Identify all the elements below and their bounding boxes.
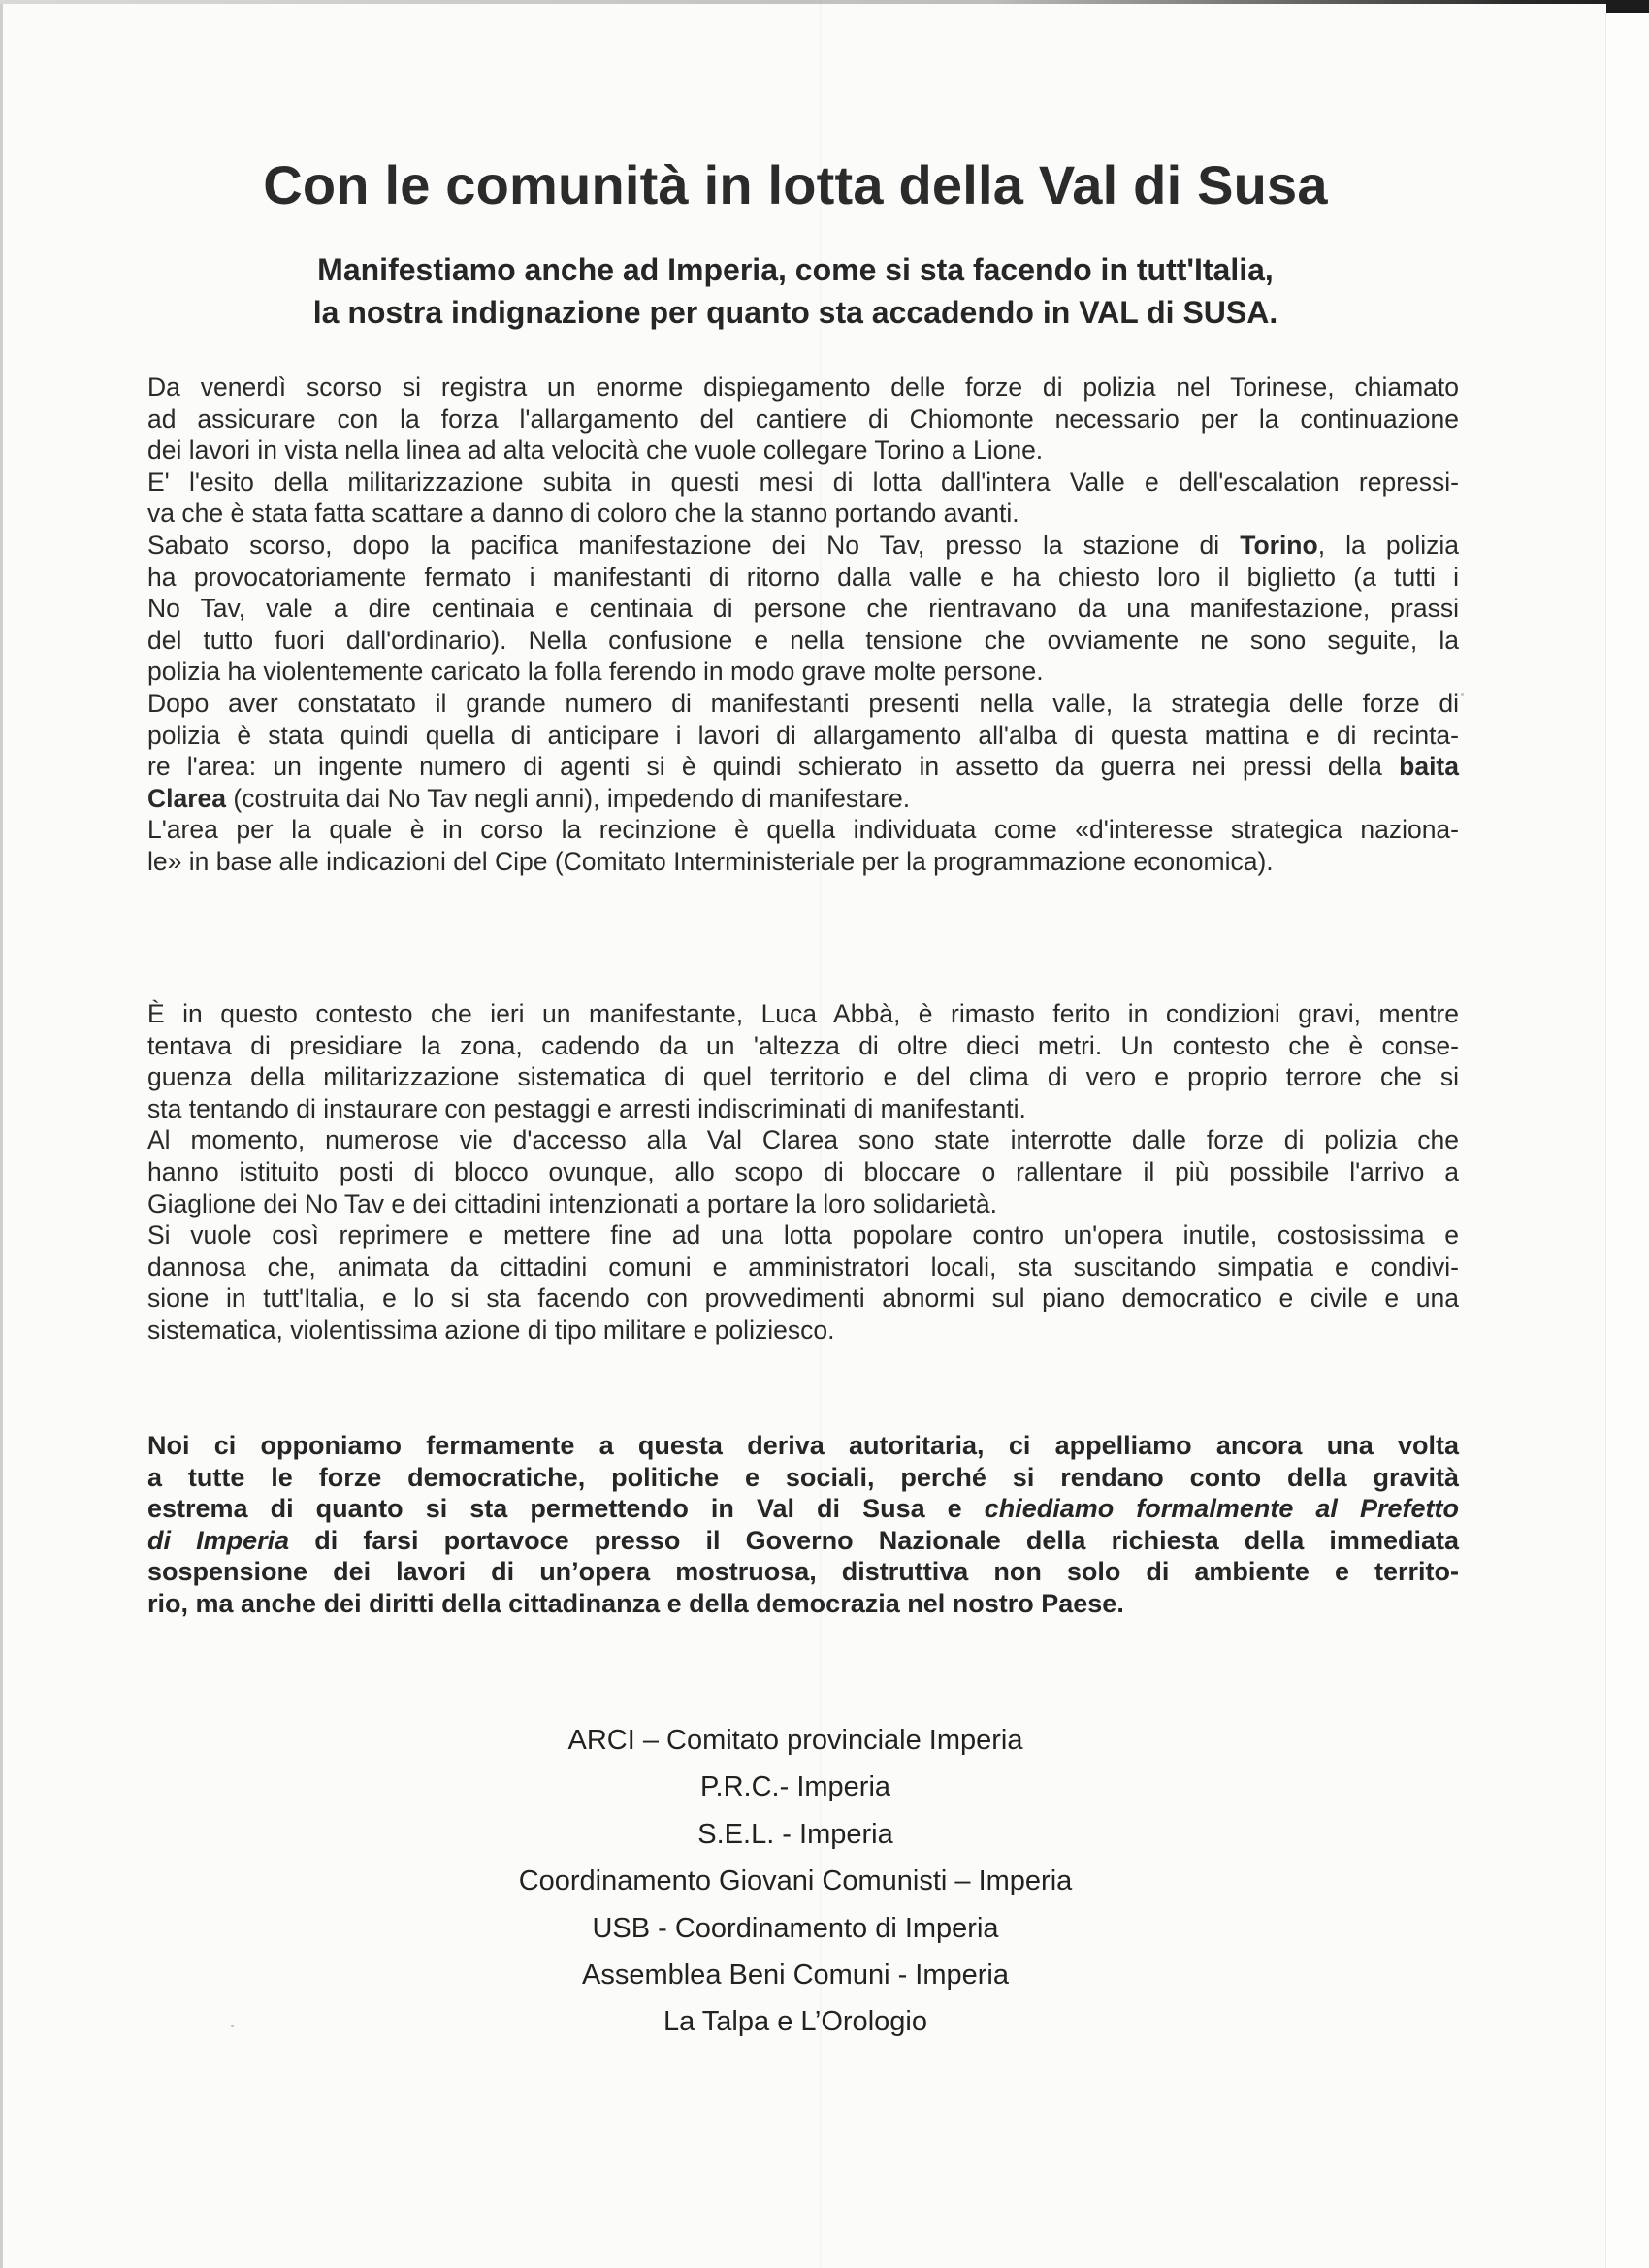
scan-edge-right bbox=[1605, 13, 1649, 2268]
signatory: La Talpa e L’Orologio bbox=[663, 2006, 927, 2038]
body-line bbox=[147, 751, 1459, 783]
body-line bbox=[147, 530, 1459, 562]
closing-line: rio, ma anche dei diritti della cittadinanza e della democrazia nel nostro Paese. bbox=[147, 1588, 1124, 1618]
signatory: S.E.L. - Imperia bbox=[697, 1818, 893, 1850]
closing-text-run: di farsi portavoce presso il Governo Nazionale della richiesta della immediata bbox=[289, 1525, 1459, 1555]
body-line bbox=[147, 783, 1459, 815]
body-line: E' l'esito della militarizzazione subita in questi mesi di lotta dall'intera Valle e dell'escalation repressi- bbox=[147, 467, 1459, 497]
emphasis-torino: Torino bbox=[1240, 530, 1318, 560]
body-line: dei lavori in vista nella linea ad alta velocità che vuole collegare Torino a Lione. bbox=[147, 436, 1044, 466]
body-text-run: Sabato scorso, dopo la pacifica manifestazione dei No Tav, presso la stazione di bbox=[147, 530, 1241, 560]
scan-edge-top bbox=[0, 0, 1649, 4]
body-line: tentava di presidiare la zona, cadendo da un 'altezza di oltre dieci metri. Un contesto che è conse- bbox=[147, 1030, 1459, 1060]
document-title: Con le comunità in lotta della Val di Susa bbox=[263, 154, 1328, 215]
signatory: Assemblea Beni Comuni - Imperia bbox=[581, 1960, 1009, 1992]
body-text-run: , la polizia bbox=[1317, 530, 1459, 560]
signatory: USB - Coordinamento di Imperia bbox=[592, 1912, 999, 1944]
body-line: Giaglione dei No Tav e dei cittadini intenzionati a portare la loro solidarietà. bbox=[147, 1188, 998, 1218]
emphasis-baita: baita bbox=[1399, 752, 1459, 782]
body-line: sione in tutt'Italia, e lo si sta facendo con provvedimenti abnormi sul piano democratico e civile e una bbox=[147, 1283, 1459, 1313]
body-line: No Tav, vale a dire centinaia e centinaia di persone che rientravano da una manifestazione, prassi bbox=[147, 594, 1459, 624]
body-line: ha provocatoriamente fermato i manifestanti di ritorno dalla valle e ha chiesto loro il biglietto (a tutti i bbox=[147, 562, 1459, 592]
body-line: sta tentando di instaurare con pestaggi e arresti indiscriminati di manifestanti. bbox=[147, 1093, 1026, 1123]
body-line: Si vuole così reprimere e mettere fine ad una lotta popolare contro un'opera inutile, costosissima e bbox=[147, 1220, 1459, 1250]
subtitle-line: la nostra indignazione per quanto sta accadendo in VAL di SUSA. bbox=[312, 295, 1278, 330]
document-subtitle bbox=[0, 248, 1591, 334]
body-line: hanno istituito posti di blocco ovunque, allo scopo di bloccare o rallentare il più possibile l'arrivo a bbox=[147, 1156, 1459, 1186]
subtitle-line: Manifestiamo anche ad Imperia, come si sta facendo in tutt'Italia, bbox=[317, 252, 1274, 287]
signatories-list bbox=[0, 1717, 1591, 2046]
closing-line: sospensione dei lavori di un’opera mostruosa, distruttiva non solo di ambiente e territo- bbox=[147, 1557, 1459, 1587]
closing-line bbox=[147, 1525, 1459, 1557]
body-paragraph-group-2 bbox=[147, 998, 1459, 1346]
closing-line: Noi ci opponiamo fermamente a questa deriva autoritaria, ci appelliamo ancora una volta bbox=[147, 1431, 1459, 1460]
emphasis-di-imperia: di Imperia bbox=[147, 1525, 290, 1555]
signatory: Coordinamento Giovani Comunisti – Imperia bbox=[518, 1865, 1073, 1897]
closing-statement bbox=[147, 1430, 1459, 1620]
emphasis-prefetto-request: chiediamo formalmente al Prefetto bbox=[984, 1494, 1459, 1524]
body-line: guenza della militarizzazione sistematica di quel territorio e del clima di vero e proprio terrore che si bbox=[147, 1062, 1459, 1092]
body-text-run: (costruita dai No Tav negli anni), impedendo di manifestare. bbox=[226, 783, 911, 813]
body-line: Dopo aver constatato il grande numero di manifestanti presenti nella valle, la strategia delle forze di bbox=[147, 688, 1459, 718]
signatory: ARCI – Comitato provinciale Imperia bbox=[567, 1725, 1023, 1756]
scan-speck bbox=[1461, 693, 1464, 696]
body-text-run: re l'area: un ingente numero di agenti si è quindi schierato in assetto da guerra nei pressi della bbox=[147, 752, 1400, 782]
body-line: le» in base alle indicazioni del Cipe (Comitato Interministeriale per la programmazione economica). bbox=[147, 846, 1274, 876]
body-line: L'area per la quale è in corso la recinzione è quella individuata come «d'interesse strategica naziona- bbox=[147, 815, 1459, 845]
body-line: dannosa che, animata da cittadini comuni e amministratori locali, sta suscitando simpatia e condivi- bbox=[147, 1251, 1459, 1281]
closing-text-run: estrema di quanto si sta permettendo in Val di Susa e bbox=[147, 1494, 985, 1524]
body-line: del tutto fuori dall'ordinario). Nella confusione e nella tensione che ovviamente ne sono seguite, la bbox=[147, 625, 1459, 655]
signatory: P.R.C.- Imperia bbox=[699, 1771, 891, 1803]
closing-line bbox=[147, 1493, 1459, 1525]
body-line: polizia ha violentemente caricato la folla ferendo in modo grave molte persone. bbox=[147, 657, 1044, 687]
body-line: va che è stata fatta scattare a danno di coloro che la stanno portando avanti. bbox=[147, 499, 1019, 529]
body-line: ad assicurare con la forza l'allargamento del cantiere di Chiomonte necessario per la continuazione bbox=[147, 404, 1459, 434]
body-line: sistematica, violentissima azione di tipo militare e poliziesco. bbox=[147, 1314, 835, 1345]
body-line: Al momento, numerose vie d'accesso alla Val Clarea sono state interrotte dalle forze di polizia che bbox=[147, 1125, 1459, 1155]
closing-line: a tutte le forze democratiche, politiche e sociali, perché si rendano conto della gravità bbox=[147, 1462, 1459, 1492]
body-paragraph-group-1 bbox=[147, 372, 1459, 878]
scan-corner-shadow bbox=[1606, 0, 1649, 13]
body-line: È in questo contesto che ieri un manifestante, Luca Abbà, è rimasto ferito in condizioni gravi, mentre bbox=[147, 999, 1459, 1028]
body-line: polizia è stata quindi quella di anticipare i lavori di allargamento all'alba di questa mattina e di recinta- bbox=[147, 720, 1459, 750]
body-line: Da venerdì scorso si registra un enorme dispiegamento delle forze di polizia nel Torinese, chiamato bbox=[147, 373, 1459, 402]
emphasis-clarea: Clarea bbox=[147, 783, 227, 813]
